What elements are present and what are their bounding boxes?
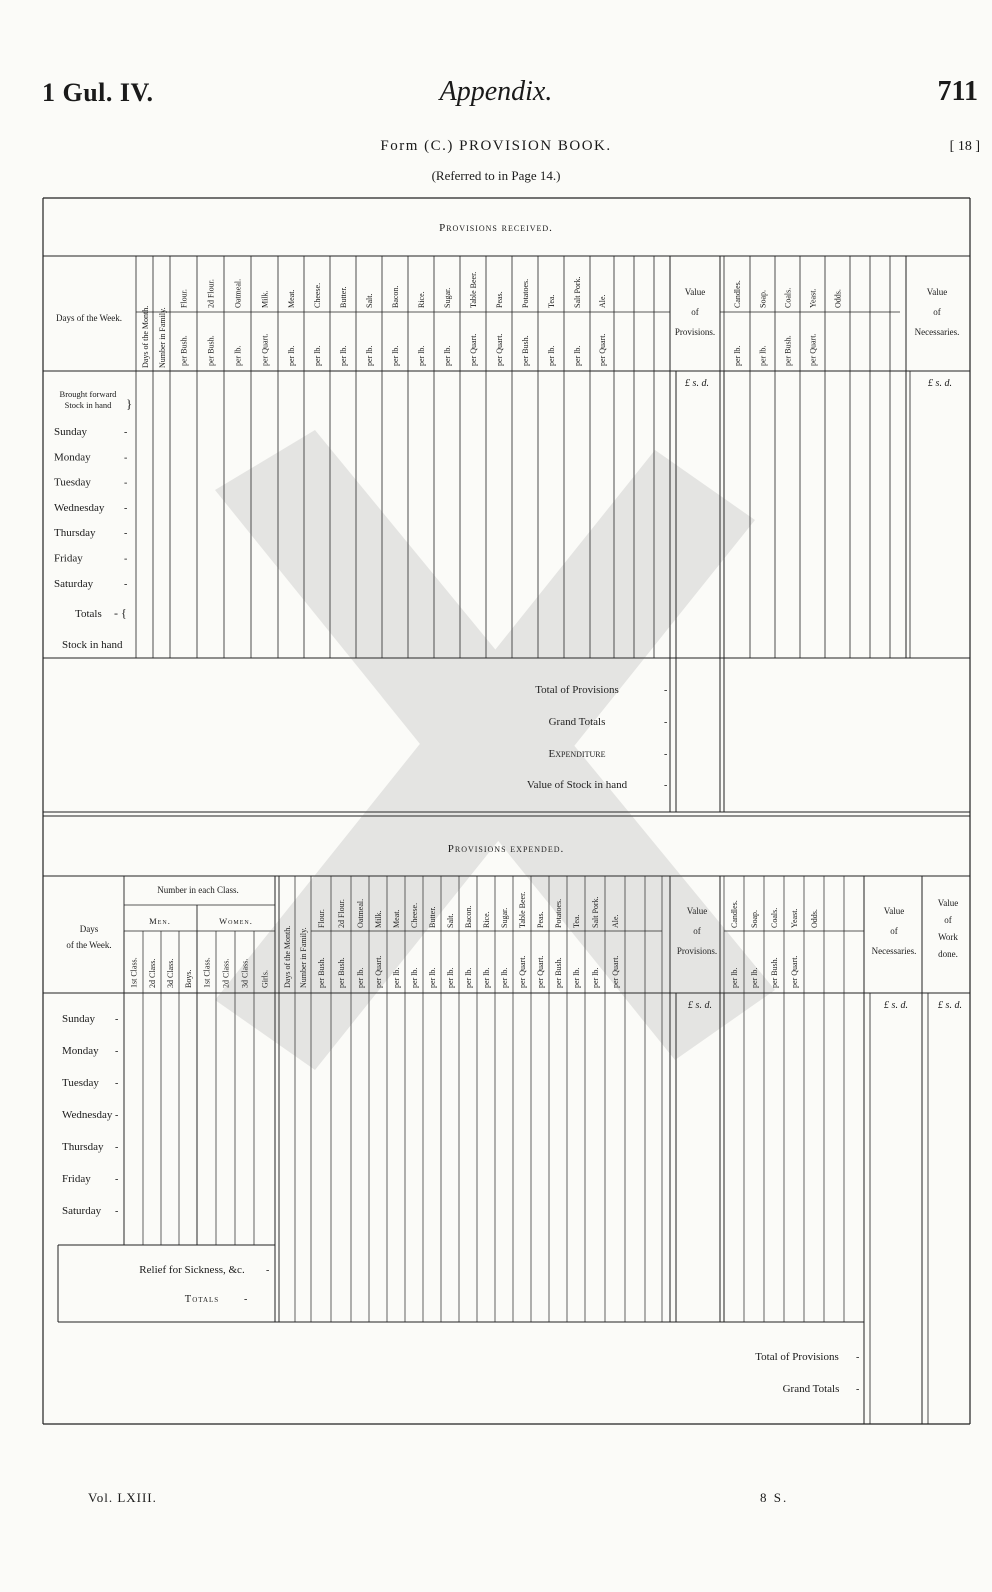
provision-item-name: Sugar. xyxy=(443,287,452,308)
currency-header: £ s. d. xyxy=(928,378,952,389)
volume-number: Vol. LXIII. xyxy=(88,1490,157,1505)
provision-item-name: Oatmeal. xyxy=(233,278,243,308)
provision-item-name: Tea. xyxy=(572,914,581,928)
provision-item-unit: per lb. xyxy=(339,345,348,366)
necessary-item-name: Soap. xyxy=(758,290,768,308)
men-class-col: 2d Class. xyxy=(148,958,157,988)
expended-title: Provisions expended. xyxy=(447,843,565,855)
value-provisions-label: of xyxy=(691,307,699,317)
provision-item-unit: per lb. xyxy=(313,345,322,366)
expended-day-label: Wednesday xyxy=(62,1109,113,1121)
number-in-family-header: Number in Family. xyxy=(158,307,167,368)
days-of-month-header: Days of the Month. xyxy=(283,925,292,988)
expended-summary-label: Grand Totals xyxy=(782,1383,840,1395)
provision-item-unit: per lb. xyxy=(365,345,374,366)
provision-item-name: Salt. xyxy=(365,293,374,308)
dash: - xyxy=(244,1294,248,1305)
value-provisions-label: Provisions. xyxy=(676,946,718,956)
value-necessaries-label: of xyxy=(933,307,941,317)
dash: - xyxy=(115,1046,119,1057)
provision-item-unit: per lb. xyxy=(417,345,426,366)
received-title: Provisions received. xyxy=(439,222,553,234)
received-day-label: Wednesday xyxy=(54,501,105,514)
necessary-item-name: Yeast. xyxy=(808,288,818,308)
expended-days-header: Days xyxy=(79,924,99,934)
value-necessaries-label: Necessaries. xyxy=(871,946,917,956)
provision-item-unit: per Quart. xyxy=(611,955,620,988)
currency-header: £ s. d. xyxy=(685,378,709,389)
dash: - xyxy=(124,477,128,489)
provision-item-name: Bacon. xyxy=(391,285,400,308)
provision-item-unit: per lb. xyxy=(443,345,452,366)
days-of-week-header: Days of the Week. xyxy=(55,313,123,323)
form-title: Form (C.) PROVISION BOOK. xyxy=(380,138,612,154)
dash: - xyxy=(115,1078,119,1089)
women-class-col: 1st Class. xyxy=(202,957,212,988)
dash: - xyxy=(856,1352,860,1363)
page-heading: Appendix. xyxy=(439,76,553,107)
received-day-label: Saturday xyxy=(54,577,94,590)
dash: - xyxy=(115,1014,119,1025)
necessary-item-name: Odds. xyxy=(833,289,843,308)
provision-item-unit: per Quart. xyxy=(495,333,504,366)
received-day-label: Sunday xyxy=(54,426,87,438)
provision-item-name: Cheese. xyxy=(313,282,322,308)
provision-item-name: Ale. xyxy=(598,294,607,308)
provision-item-unit: per lb. xyxy=(482,967,491,988)
men-class-col: 3d Class. xyxy=(166,958,175,988)
provision-item-name: Peas. xyxy=(495,291,504,308)
brace: - { xyxy=(114,606,127,620)
provision-item-unit: per Quart. xyxy=(260,333,270,366)
necessary-item-unit: per lb. xyxy=(750,967,759,988)
provision-item-unit: per lb. xyxy=(572,967,581,988)
necessary-item-unit: per lb. xyxy=(733,345,742,366)
provision-item-name: Butter. xyxy=(428,906,437,928)
provision-item-unit: per Bush. xyxy=(521,335,530,366)
provision-item-unit: per lb. xyxy=(464,967,473,988)
dash: - xyxy=(664,780,668,791)
dash: - xyxy=(115,1174,119,1185)
provision-item-name: Tea. xyxy=(547,294,556,308)
value-provisions-label: Value xyxy=(686,906,708,916)
dash: - xyxy=(115,1142,119,1153)
provision-item-unit: per lb. xyxy=(391,345,400,366)
provision-item-name: Salt Pork. xyxy=(591,896,600,928)
received-summary-label: Total of Provisions xyxy=(535,684,619,696)
provision-item-unit: per Bush. xyxy=(179,335,189,366)
dash: - xyxy=(124,528,128,540)
days-of-month-header: Days of the Month. xyxy=(141,305,150,368)
provision-item-name: Peas. xyxy=(536,911,545,928)
provision-item-unit: per Quart. xyxy=(536,955,545,988)
dash: - xyxy=(856,1384,860,1395)
provision-item-name: Meat. xyxy=(392,909,401,928)
stock-in-hand-label: Stock in hand xyxy=(64,400,112,410)
necessary-item-name: Candles. xyxy=(730,900,739,928)
provision-item-name: 2d Flour. xyxy=(337,899,346,928)
provision-item-unit: per lb. xyxy=(392,967,401,988)
received-stock-label: Stock in hand xyxy=(62,639,123,651)
provision-item-name: Potatoes. xyxy=(521,278,530,308)
necessary-item-name: Candles. xyxy=(733,280,742,308)
received-day-label: Monday xyxy=(54,451,91,464)
value-necessaries-label: Value xyxy=(883,906,905,916)
expended-day-label: Friday xyxy=(62,1173,91,1185)
relief-label: Relief for Sickness, &c. xyxy=(139,1264,245,1276)
necessary-item-name: Yeast. xyxy=(790,908,799,928)
dash: - xyxy=(664,749,668,760)
provision-item-unit: per lb. xyxy=(591,967,600,988)
value-necessaries-label: Value xyxy=(926,287,948,297)
women-class-col: Girls. xyxy=(260,970,270,988)
provision-item-unit: per Quart. xyxy=(374,955,383,988)
signature-mark: 8 S. xyxy=(760,1490,789,1505)
currency-header: £ s. d. xyxy=(688,1000,712,1011)
regnal-year: 1 Gul. IV. xyxy=(42,78,154,107)
dash: - xyxy=(115,1110,119,1121)
necessary-item-unit: per Quart. xyxy=(790,955,799,988)
provision-item-unit: per Bush. xyxy=(337,957,346,988)
provision-item-name: Rice. xyxy=(417,291,426,308)
expended-summary-label: Total of Provisions xyxy=(755,1351,839,1363)
value-work-label: Value xyxy=(937,898,959,908)
number-in-family-header: Number in Family. xyxy=(299,927,308,988)
currency-header: £ s. d. xyxy=(884,1000,908,1011)
necessary-item-unit: per lb. xyxy=(730,967,739,988)
provision-item-name: Ale. xyxy=(611,914,620,928)
necessary-item-unit: per Bush. xyxy=(783,335,793,366)
provision-item-unit: per Bush. xyxy=(554,957,563,988)
expended-day-label: Sunday xyxy=(62,1013,95,1025)
provision-item-unit: per Quart. xyxy=(598,333,607,366)
necessary-item-name: Coals. xyxy=(770,907,779,928)
value-necessaries-label: Necessaries. xyxy=(914,327,960,337)
provision-item-unit: per lb. xyxy=(446,967,455,988)
bracket-reference: [ 18 ] xyxy=(949,139,980,154)
provision-item-name: Potatoes. xyxy=(554,898,563,928)
provision-item-unit: per lb. xyxy=(287,345,296,366)
provision-item-name: Flour. xyxy=(317,909,326,928)
dash: - xyxy=(664,717,668,728)
expended-totals-label: Totals xyxy=(184,1294,220,1305)
received-summary-label: Value of Stock in hand xyxy=(526,779,628,791)
expended-day-label: Tuesday xyxy=(62,1077,99,1089)
provision-item-unit: per Bush. xyxy=(206,335,216,366)
value-provisions-label: of xyxy=(693,926,701,936)
provision-item-unit: per lb. xyxy=(356,967,365,988)
provision-item-name: Salt Pork. xyxy=(573,276,582,308)
class-header: Number in each Class. xyxy=(157,885,239,895)
value-work-label: of xyxy=(944,915,952,925)
received-summary-label: Expenditure xyxy=(548,748,606,760)
brace: } xyxy=(126,396,133,411)
provision-item-unit: per Bush. xyxy=(317,957,326,988)
provision-item-name: Milk. xyxy=(260,290,270,308)
provision-item-name: Salt. xyxy=(446,913,455,928)
dash: - xyxy=(664,685,668,696)
necessary-item-name: Odds. xyxy=(810,909,819,928)
expended-day-label: Saturday xyxy=(62,1205,102,1217)
provision-item-name: 2d Flour. xyxy=(206,279,216,308)
provision-item-name: Rice. xyxy=(482,911,491,928)
provision-item-unit: per lb. xyxy=(573,345,582,366)
necessary-item-unit: per lb. xyxy=(758,345,768,366)
men-header: Men. xyxy=(149,916,171,926)
provision-item-name: Flour. xyxy=(179,289,189,308)
value-work-label: Work xyxy=(938,932,958,942)
dash: - xyxy=(124,427,128,438)
currency-header: £ s. d. xyxy=(938,1000,962,1011)
dash: - xyxy=(124,553,128,565)
provision-item-unit: per Quart. xyxy=(518,955,527,988)
value-work-label: done. xyxy=(938,949,958,959)
necessary-item-unit: per Bush. xyxy=(770,957,779,988)
men-class-col: 1st Class. xyxy=(129,957,139,988)
provision-item-unit: per lb. xyxy=(233,345,243,366)
received-summary-label: Grand Totals xyxy=(548,716,606,728)
dash: - xyxy=(124,502,128,514)
dash: - xyxy=(124,452,128,464)
received-totals-label: Totals xyxy=(75,608,102,620)
dash: - xyxy=(115,1206,119,1217)
provision-item-unit: per lb. xyxy=(547,345,556,366)
men-class-col: Boys. xyxy=(184,969,193,988)
received-day-label: Thursday xyxy=(54,527,96,540)
provision-item-name: Table Beer. xyxy=(469,271,478,308)
dash: - xyxy=(124,578,128,590)
necessary-item-name: Coals. xyxy=(783,287,793,308)
women-class-col: 3d Class. xyxy=(240,958,250,988)
women-header: Women. xyxy=(219,916,253,926)
provision-item-name: Meat. xyxy=(287,289,296,308)
value-necessaries-label: of xyxy=(890,926,898,936)
provision-item-name: Oatmeal. xyxy=(356,898,365,928)
provision-item-name: Milk. xyxy=(374,910,383,928)
brought-forward-label: Brought forward xyxy=(59,389,117,399)
expended-day-label: Monday xyxy=(62,1045,99,1057)
provision-item-name: Table Beer. xyxy=(518,891,527,928)
necessary-item-unit: per Quart. xyxy=(808,333,818,366)
provision-item-unit: per lb. xyxy=(410,967,419,988)
women-class-col: 2d Class. xyxy=(221,958,231,988)
expended-days-header: of the Week. xyxy=(66,940,112,950)
received-day-label: Tuesday xyxy=(54,476,91,489)
provision-item-unit: per Quart. xyxy=(469,333,478,366)
provision-item-name: Cheese. xyxy=(410,902,419,928)
value-provisions-label: Provisions. xyxy=(674,327,716,337)
page-number: 711 xyxy=(937,76,978,107)
provision-item-unit: per lb. xyxy=(428,967,437,988)
necessary-item-name: Soap. xyxy=(750,910,759,928)
provision-item-name: Butter. xyxy=(339,286,348,308)
provision-item-name: Sugar. xyxy=(500,907,509,928)
provision-item-name: Bacon. xyxy=(464,905,473,928)
value-provisions-label: Value xyxy=(684,287,706,297)
expended-day-label: Thursday xyxy=(62,1141,104,1153)
dash: - xyxy=(266,1265,270,1276)
received-day-label: Friday xyxy=(54,552,83,565)
form-subtitle: (Referred to in Page 14.) xyxy=(431,168,561,183)
provision-item-unit: per lb. xyxy=(500,967,509,988)
